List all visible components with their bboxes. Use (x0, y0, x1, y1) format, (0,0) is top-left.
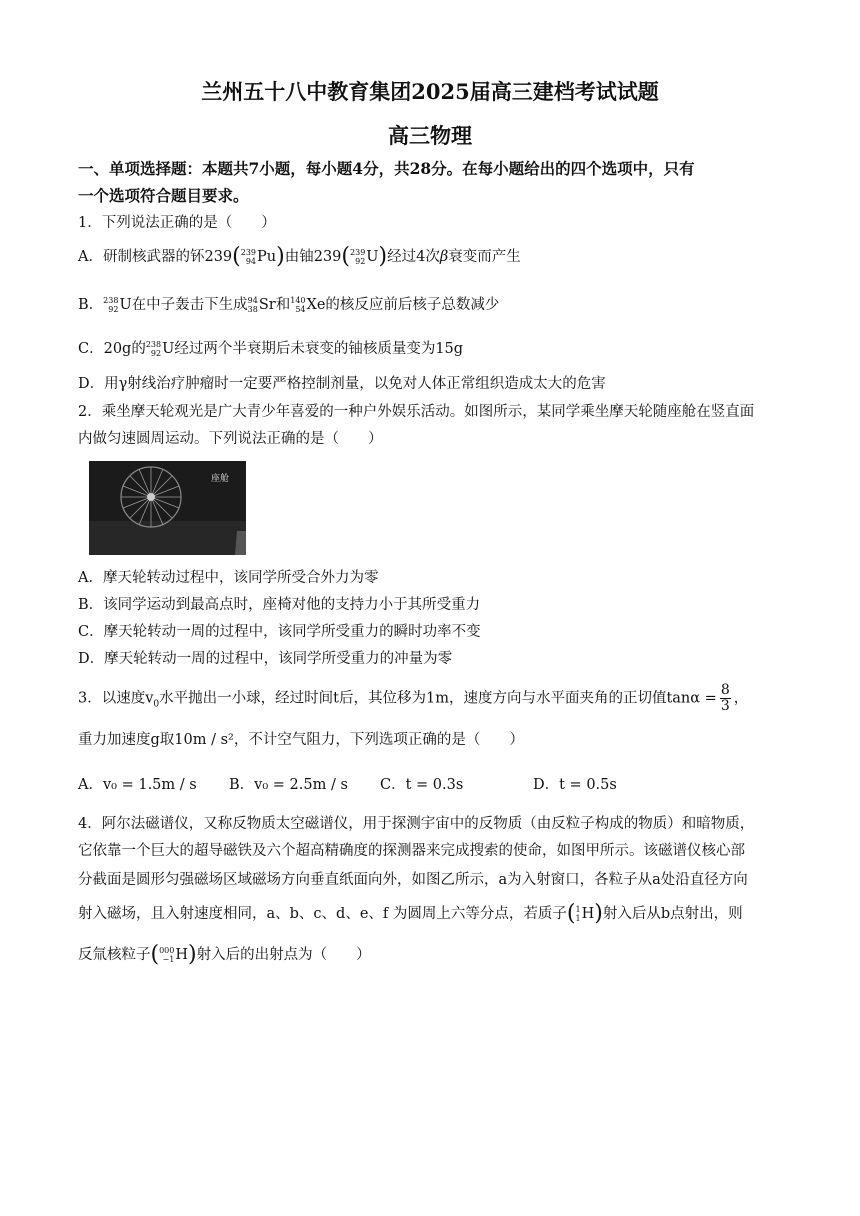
q1-option-a: A．研制核武器的钚239( 239 94 Pu)由铀239( 239 92 U)经过4次β衰变而产生 (78, 244, 521, 269)
u239-symbol: U (366, 249, 379, 265)
q1-option-c (78, 338, 788, 360)
q1-a-mid: 由铀239 (284, 249, 342, 265)
q3-stem-line1 (78, 683, 788, 715)
page-subtitle: 高三物理 (388, 123, 472, 148)
beta-symbol: β (439, 249, 449, 265)
q4-stem-line1: 4．阿尔法磁谱仪，又称反物质太空磁谱仪，用于探测宇宙中的反物质（由反粒子构成的物质）和暗物质， (78, 816, 755, 832)
ferris-wheel-photo (89, 461, 246, 555)
q1-b-pre: B． (78, 297, 104, 313)
proton-symbol: H (581, 906, 595, 922)
q2-stem-line1: 2．乘坐摩天轮观光是广大青少年喜爱的一种户外娱乐活动。如图所示，某同学乘坐摩天轮随座舱在竖直面 (78, 404, 755, 420)
proton-nuclide: 1 1 (575, 905, 581, 923)
sr-nuclide: 94 38 (247, 296, 258, 314)
q3-option-b: B．v₀ = 2.5m / s (229, 777, 348, 793)
q3-line1c: 水平抛出一小球，经过时间t后，其位移为1m，速度方向与水平面夹角的正切值tanα = (159, 690, 717, 707)
q1-b-end: Xe的核反应前后核子总数减少 (306, 297, 500, 313)
q1-a-end: 衰变而产生 (448, 249, 521, 265)
section-heading-line2: 一个选项符合题目要求。 (78, 186, 249, 205)
q1-option-b (78, 294, 788, 316)
q1-stem: 1．下列说法正确的是（ ） (78, 215, 276, 231)
tan-fraction: $\frac{8}{3}$ (720, 682, 730, 714)
antitriton-symbol: H (175, 947, 189, 963)
q3-option-c: C．t = 0.3s (380, 777, 464, 793)
photo-caption: 座舱 (211, 474, 230, 484)
q4-line4a: 射入磁场，且入射速度相同，a、b、c、d、e、f 为圆周上六等分点，若质子 (78, 906, 567, 922)
q4-stem-line2: 它依靠一个巨大的超导磁铁及六个超高精确度的探测器来完成搜索的使命，如图甲所示。该磁谱仪核心部 (78, 843, 745, 859)
q2-option-d: D．摩天轮转动一周的过程中，该同学所受重力的冲量为零 (78, 651, 453, 667)
q2-option-b: B．该同学运动到最高点时，座椅对他的支持力小于其所受重力 (78, 597, 481, 613)
q2-option-a: A．摩天轮转动过程中，该同学所受合外力为零 (78, 570, 379, 586)
u239-nuclide: 239 92 (350, 248, 366, 266)
q3-option-d: D．t = 0.5s (533, 777, 617, 793)
q4-stem-line3: 分截面是圆形匀强磁场区域磁场方向垂直纸面向外，如图乙所示，a为入射窗口，各粒子从a处沿直径方向 (78, 872, 748, 888)
q2-option-c: C．摩天轮转动一周的过程中，该同学所受重力的瞬时功率不变 (78, 624, 481, 640)
u238-nuclide: 238 92 (103, 296, 119, 314)
q1-b-mid2: Sr和 (258, 297, 291, 313)
q1-a-pre: A．研制核武器的钚239 (78, 249, 233, 265)
q1-c-pre: C．20g的 (78, 341, 146, 357)
q3-line1end: ， (733, 690, 749, 707)
antitriton-nuclide: 000 −1 (159, 946, 175, 964)
page-title: 兰州五十八中教育集团2025届高三建档考试试题 (201, 79, 659, 104)
q4-stem-line5: 反氚核粒子( 000 −1 H)射入后的出射点为（ ） (78, 942, 371, 967)
q1-b-mid1: U在中子轰击下生成 (119, 297, 248, 313)
pu-nuclide: 239 94 (240, 248, 257, 266)
q1-a-post: 经过4次 (387, 249, 440, 265)
pu-symbol: Pu (257, 249, 277, 265)
q3-line1a: 3．以速度v (78, 690, 154, 707)
q3-subscript: 0 (153, 699, 160, 710)
q1-c-end: U经过两个半衰期后未衰变的铀核质量变为15g (162, 341, 464, 357)
q4-line4b: 射入后从b点射出，则 (602, 906, 743, 922)
q4-stem-line4: 射入磁场，且入射速度相同，a、b、c、d、e、f 为圆周上六等分点，若质子( 1 1 H)射入后从b点射出，则 (78, 901, 743, 926)
section-heading-line1: 一、单项选择题：本题共7小题，每小题4分，共28分。在每小题给出的四个选项中，只有 (78, 159, 695, 178)
xe-nuclide: 140 54 (290, 296, 306, 314)
u238-nuclide-c: 238 92 (145, 340, 162, 358)
q3-stem-line2: 重力加速度g取10m / s²，不计空气阻力，下列选项正确的是（ ） (78, 732, 524, 748)
q1-option-d: D．用γ射线治疗肿瘤时一定要严格控制剂量，以免对人体正常组织造成太大的危害 (78, 376, 606, 392)
q2-stem-line2: 内做匀速圆周运动。下列说法正确的是（ ） (78, 431, 383, 447)
q4-line5a: 反氚核粒子 (78, 947, 151, 963)
q4-line5b: 射入后的出射点为（ ） (196, 947, 371, 963)
q3-option-a: A．v₀ = 1.5m / s (78, 777, 197, 793)
